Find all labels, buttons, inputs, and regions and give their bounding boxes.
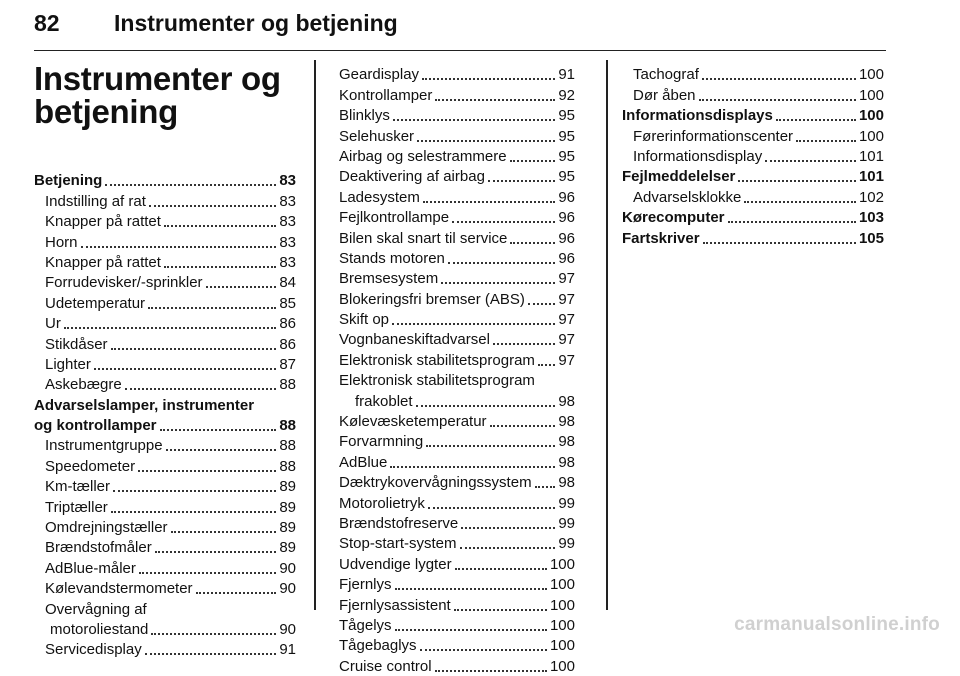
- toc-entry-page: 96: [558, 229, 575, 247]
- toc-entry[interactable]: [339, 574, 575, 594]
- toc-entry[interactable]: [339, 513, 575, 533]
- toc-entry-page: 95: [558, 147, 575, 165]
- toc-leader-dots: [149, 205, 276, 207]
- toc-leader-dots: [435, 99, 555, 101]
- toc-entry[interactable]: [34, 619, 296, 639]
- toc-entry-title: Fejlkontrollampe: [339, 209, 450, 227]
- toc-entry-page: 96: [558, 188, 575, 206]
- toc-entry[interactable]: [339, 248, 575, 268]
- toc-leader-dots: [155, 551, 277, 553]
- toc-entry-title: Advarselsklokke: [633, 188, 742, 206]
- toc-entry[interactable]: [339, 84, 575, 104]
- toc-entry[interactable]: [339, 431, 575, 451]
- toc-entry[interactable]: [34, 517, 296, 537]
- toc-entry-title: Blinklys: [339, 107, 390, 125]
- toc-entry-title: Stands motoren: [339, 249, 445, 267]
- toc-entry[interactable]: [34, 455, 296, 475]
- toc-entry-page: 99: [558, 494, 575, 512]
- toc-entry-title: Cruise control: [339, 657, 432, 675]
- toc-leader-dots: [765, 160, 856, 162]
- toc-leader-dots: [196, 592, 277, 594]
- toc-entry-title: motoroliestand: [50, 620, 149, 638]
- toc-entry-page: 88: [279, 417, 296, 435]
- toc-entry-page: 89: [279, 478, 296, 496]
- toc-column-3: [622, 64, 884, 248]
- toc-entry-title: Elektronisk stabilitetsprogram: [339, 351, 535, 369]
- watermark: carmanualsonline.info: [734, 614, 940, 635]
- toc-entry-title: Dæktrykovervågningssystem: [339, 474, 532, 492]
- toc-entry-page: 100: [549, 555, 575, 573]
- toc-leader-dots: [94, 368, 276, 370]
- toc-entry-page: 90: [279, 580, 296, 598]
- toc-entry[interactable]: [339, 349, 575, 369]
- toc-entry-title: Ladesystem: [339, 188, 420, 206]
- toc-leader-dots: [728, 221, 856, 223]
- toc-entry-page: 83: [279, 172, 296, 190]
- toc-leader-dots: [738, 180, 856, 182]
- toc-entry[interactable]: [622, 146, 884, 166]
- toc-leader-dots: [390, 466, 555, 468]
- running-title: Instrumenter og betjening: [114, 10, 398, 36]
- toc-entry[interactable]: [339, 390, 575, 410]
- toc-entry-page: 95: [558, 168, 575, 186]
- toc-entry-page: 105: [858, 229, 884, 247]
- toc-entry-page: 91: [558, 66, 575, 84]
- toc-entry-title: Knapper på rattet: [45, 213, 161, 231]
- toc-entry-title: Bremsesystem: [339, 270, 439, 288]
- toc-leader-dots: [125, 388, 277, 390]
- toc-leader-dots: [151, 633, 276, 635]
- toc-leader-dots: [139, 572, 276, 574]
- toc-entry-title: Vognbaneskiftadvarsel: [339, 331, 490, 349]
- toc-entry-title: Stikdåser: [45, 335, 108, 353]
- toc-entry[interactable]: [339, 553, 575, 573]
- toc-entry[interactable]: [34, 598, 296, 618]
- toc-entry[interactable]: [34, 170, 296, 190]
- toc-entry[interactable]: [34, 272, 296, 292]
- toc-entry-title: Airbag og selestrammere: [339, 147, 507, 165]
- toc-leader-dots: [428, 507, 555, 509]
- toc-leader-dots: [744, 201, 856, 203]
- toc-entry-title: AdBlue-måler: [45, 559, 136, 577]
- toc-leader-dots: [64, 327, 276, 329]
- toc-entry[interactable]: [339, 370, 575, 390]
- toc-entry-title: Brændstofreserve: [339, 514, 459, 532]
- toc-entry-page: 100: [549, 596, 575, 614]
- toc-leader-dots: [417, 140, 555, 142]
- toc-entry[interactable]: [622, 84, 884, 104]
- toc-entry-page: 96: [558, 209, 575, 227]
- toc-entry[interactable]: [34, 557, 296, 577]
- toc-entry[interactable]: [339, 125, 575, 145]
- toc-entry-title: Elektronisk stabilitetsprogram: [339, 372, 535, 390]
- toc-entry-title: Lighter: [45, 355, 91, 373]
- toc-entry-page: 96: [558, 249, 575, 267]
- toc-entry-title: frakoblet: [355, 392, 413, 410]
- toc-entry-page: 97: [558, 351, 575, 369]
- toc-entry[interactable]: [339, 227, 575, 247]
- toc-leader-dots: [171, 531, 277, 533]
- toc-leader-dots: [206, 286, 277, 288]
- toc-entry-page: 99: [558, 514, 575, 532]
- toc-leader-dots: [528, 303, 555, 305]
- toc-entry-title: Dør åben: [633, 86, 696, 104]
- toc-entry[interactable]: [339, 309, 575, 329]
- toc-leader-dots: [452, 221, 555, 223]
- toc-entry-page: 95: [558, 107, 575, 125]
- column-divider: [606, 60, 608, 610]
- toc-entry-page: 88: [279, 437, 296, 455]
- toc-entry-title: Selehusker: [339, 127, 415, 145]
- toc-entry-title: Blokeringsfri bremser (ABS): [339, 290, 525, 308]
- toc-leader-dots: [422, 78, 555, 80]
- toc-entry-page: 83: [279, 192, 296, 210]
- toc-entry-title: Kølevæsketemperatur: [339, 413, 487, 431]
- toc-entry-page: 101: [858, 147, 884, 165]
- toc-leader-dots: [393, 119, 555, 121]
- toc-entry-page: 92: [558, 86, 575, 104]
- toc-entry-title: Kølevandstermometer: [45, 580, 193, 598]
- toc-entry[interactable]: [339, 105, 575, 125]
- toc-leader-dots: [455, 568, 547, 570]
- toc-entry-page: 97: [558, 290, 575, 308]
- toc-entry-page: 86: [279, 335, 296, 353]
- toc-entry[interactable]: [339, 594, 575, 614]
- toc-leader-dots: [448, 262, 555, 264]
- toc-leader-dots: [164, 266, 276, 268]
- toc-entry-page: 98: [558, 453, 575, 471]
- toc-entry-title: Forrudevisker/-sprinkler: [45, 274, 203, 292]
- toc-entry-page: 90: [279, 559, 296, 577]
- toc-entry[interactable]: [34, 415, 296, 435]
- toc-entry-title: Fjernlys: [339, 576, 392, 594]
- toc-entry[interactable]: [34, 333, 296, 353]
- toc-entry-page: 98: [558, 392, 575, 410]
- toc-leader-dots: [160, 429, 277, 431]
- toc-entry[interactable]: [34, 252, 296, 272]
- toc-leader-dots: [426, 445, 555, 447]
- toc-entry-title: Brændstofmåler: [45, 539, 152, 557]
- toc-leader-dots: [105, 184, 276, 186]
- toc-entry-title: Ur: [45, 315, 61, 333]
- toc-leader-dots: [535, 486, 556, 488]
- toc-entry-title: Advarselslamper, instrumenter: [34, 396, 255, 414]
- toc-entry[interactable]: [339, 166, 575, 186]
- toc-leader-dots: [395, 629, 547, 631]
- toc-entry-page: 98: [558, 474, 575, 492]
- toc-leader-dots: [111, 511, 277, 513]
- toc-leader-dots: [460, 547, 556, 549]
- toc-entry-title: Deaktivering af airbag: [339, 168, 485, 186]
- toc-entry-page: 103: [858, 209, 884, 227]
- toc-entry-page: 83: [279, 213, 296, 231]
- toc-entry-page: 89: [279, 498, 296, 516]
- toc-entry-title: Betjening: [34, 172, 103, 190]
- toc-entry-page: 100: [858, 107, 884, 125]
- toc-leader-dots: [510, 160, 556, 162]
- toc-entry-title: Km-tæller: [45, 478, 111, 496]
- chapter-title-line: betjening: [34, 93, 178, 130]
- toc-leader-dots: [699, 99, 856, 101]
- toc-entry[interactable]: [339, 207, 575, 227]
- toc-leader-dots: [138, 470, 276, 472]
- chapter-title: [34, 62, 304, 128]
- toc-entry[interactable]: [34, 231, 296, 251]
- toc-entry[interactable]: [622, 227, 884, 247]
- toc-entry[interactable]: [622, 105, 884, 125]
- page-number: 82: [34, 10, 60, 36]
- toc-entry-page: 88: [279, 457, 296, 475]
- toc-leader-dots: [81, 246, 277, 248]
- toc-entry[interactable]: [34, 578, 296, 598]
- toc-entry-page: 84: [279, 274, 296, 292]
- toc-entry-title: Informationsdisplays: [622, 107, 773, 125]
- toc-entry-page: 99: [558, 535, 575, 553]
- toc-entry[interactable]: [34, 476, 296, 496]
- toc-entry-title: Fartskriver: [622, 229, 700, 247]
- toc-leader-dots: [796, 140, 856, 142]
- toc-entry-title: Bilen skal snart til service: [339, 229, 508, 247]
- toc-column-1: [34, 170, 296, 659]
- toc-leader-dots: [111, 348, 277, 350]
- toc-entry-title: Knapper på rattet: [45, 253, 161, 271]
- toc-leader-dots: [510, 242, 555, 244]
- toc-entry-page: 98: [558, 413, 575, 431]
- toc-entry[interactable]: [339, 533, 575, 553]
- toc-entry-title: Indstilling af rat: [45, 192, 146, 210]
- toc-entry[interactable]: [339, 472, 575, 492]
- toc-entry-page: 86: [279, 315, 296, 333]
- toc-entry[interactable]: [34, 435, 296, 455]
- toc-column-2: [339, 64, 575, 676]
- toc-entry-title: Tågelys: [339, 616, 392, 634]
- toc-leader-dots: [488, 180, 555, 182]
- toc-entry-title: Overvågning af: [45, 600, 147, 618]
- toc-entry-page: 100: [858, 127, 884, 145]
- toc-entry[interactable]: [34, 496, 296, 516]
- toc-entry-title: Triptæller: [45, 498, 108, 516]
- toc-entry-title: Kørecomputer: [622, 209, 725, 227]
- toc-entry-page: 89: [279, 519, 296, 537]
- toc-entry-title: AdBlue: [339, 453, 388, 471]
- toc-leader-dots: [703, 242, 856, 244]
- toc-entry[interactable]: [339, 146, 575, 166]
- toc-entry[interactable]: [339, 635, 575, 655]
- toc-entry[interactable]: [34, 639, 296, 659]
- toc-leader-dots: [454, 609, 547, 611]
- toc-leader-dots: [148, 307, 276, 309]
- toc-leader-dots: [461, 527, 555, 529]
- toc-entry[interactable]: [34, 354, 296, 374]
- toc-entry[interactable]: [339, 186, 575, 206]
- toc-entry-page: 97: [558, 270, 575, 288]
- toc-entry[interactable]: [34, 537, 296, 557]
- toc-entry-page: 87: [279, 355, 296, 373]
- toc-entry-title: Askebægre: [45, 376, 122, 394]
- toc-entry[interactable]: [339, 288, 575, 308]
- toc-entry-title: Omdrejningstæller: [45, 519, 168, 537]
- toc-leader-dots: [493, 343, 555, 345]
- toc-leader-dots: [435, 670, 547, 672]
- toc-leader-dots: [416, 405, 556, 407]
- toc-entry[interactable]: [339, 64, 575, 84]
- toc-entry-title: Informationsdisplay: [633, 147, 763, 165]
- toc-entry[interactable]: [339, 615, 575, 635]
- toc-entry[interactable]: [34, 394, 296, 414]
- toc-entry[interactable]: [622, 125, 884, 145]
- toc-entry-title: Forvarmning: [339, 433, 424, 451]
- toc-entry[interactable]: [622, 166, 884, 186]
- toc-leader-dots: [776, 119, 856, 121]
- toc-leader-dots: [420, 649, 547, 651]
- toc-entry-page: 83: [279, 233, 296, 251]
- toc-entry[interactable]: [34, 292, 296, 312]
- toc-entry[interactable]: [34, 374, 296, 394]
- toc-entry-page: 97: [558, 331, 575, 349]
- toc-entry-title: Udvendige lygter: [339, 555, 452, 573]
- toc-entry-page: 95: [558, 127, 575, 145]
- toc-entry[interactable]: [622, 64, 884, 84]
- toc-entry-page: 100: [549, 576, 575, 594]
- toc-entry-page: 83: [279, 253, 296, 271]
- toc-entry-title: Førerinformationscenter: [633, 127, 794, 145]
- toc-entry-title: Speedometer: [45, 457, 136, 475]
- toc-entry[interactable]: [622, 207, 884, 227]
- toc-entry[interactable]: [622, 186, 884, 206]
- toc-entry-title: og kontrollamper: [34, 417, 157, 435]
- toc-entry-title: Fejlmeddelelser: [622, 168, 736, 186]
- toc-entry-title: Instrumentgruppe: [45, 437, 163, 455]
- toc-entry-page: 97: [558, 311, 575, 329]
- toc-leader-dots: [392, 323, 555, 325]
- toc-entry[interactable]: [339, 655, 575, 675]
- toc-entry[interactable]: [339, 451, 575, 471]
- toc-entry-page: 100: [858, 66, 884, 84]
- toc-entry-title: Fjernlysassistent: [339, 596, 451, 614]
- toc-entry[interactable]: [34, 313, 296, 333]
- toc-leader-dots: [395, 588, 547, 590]
- toc-entry-page: 90: [279, 620, 296, 638]
- toc-entry-page: 89: [279, 539, 296, 557]
- toc-leader-dots: [441, 282, 555, 284]
- toc-entry-page: 100: [549, 637, 575, 655]
- toc-leader-dots: [423, 201, 555, 203]
- chapter-title-line: Instrumenter og: [34, 60, 281, 97]
- toc-entry[interactable]: [34, 211, 296, 231]
- toc-entry-title: Horn: [45, 233, 78, 251]
- column-divider: [314, 60, 316, 610]
- toc-leader-dots: [490, 425, 556, 427]
- toc-entry-page: 88: [279, 376, 296, 394]
- toc-entry-page: 100: [858, 86, 884, 104]
- toc-entry-title: Udetemperatur: [45, 294, 146, 312]
- toc-entry-page: 100: [549, 657, 575, 675]
- toc-entry-title: Skift op: [339, 311, 390, 329]
- toc-entry-title: Geardisplay: [339, 66, 420, 84]
- page-header: [34, 4, 886, 51]
- toc-leader-dots: [164, 225, 276, 227]
- toc-leader-dots: [145, 653, 277, 655]
- toc-entry-title: Kontrollamper: [339, 86, 433, 104]
- toc-leader-dots: [538, 364, 555, 366]
- toc-entry-page: 101: [858, 168, 884, 186]
- toc-leader-dots: [702, 78, 856, 80]
- toc-entry[interactable]: [339, 492, 575, 512]
- toc-entry-title: Servicedisplay: [45, 641, 142, 659]
- toc-entry-page: 102: [858, 188, 884, 206]
- toc-entry-page: 91: [279, 641, 296, 659]
- toc-entry-page: 100: [549, 616, 575, 634]
- toc-leader-dots: [166, 449, 277, 451]
- toc-entry-title: Tachograf: [633, 66, 699, 84]
- toc-entry-title: Motorolietryk: [339, 494, 425, 512]
- toc-entry-page: 98: [558, 433, 575, 451]
- toc-entry-title: Tågebaglys: [339, 637, 417, 655]
- toc-entry[interactable]: [339, 268, 575, 288]
- toc-entry-page: 85: [279, 294, 296, 312]
- toc-entry[interactable]: [339, 411, 575, 431]
- toc-entry-title: Stop-start-system: [339, 535, 457, 553]
- toc-entry[interactable]: [34, 190, 296, 210]
- toc-entry[interactable]: [339, 329, 575, 349]
- toc-leader-dots: [113, 490, 276, 492]
